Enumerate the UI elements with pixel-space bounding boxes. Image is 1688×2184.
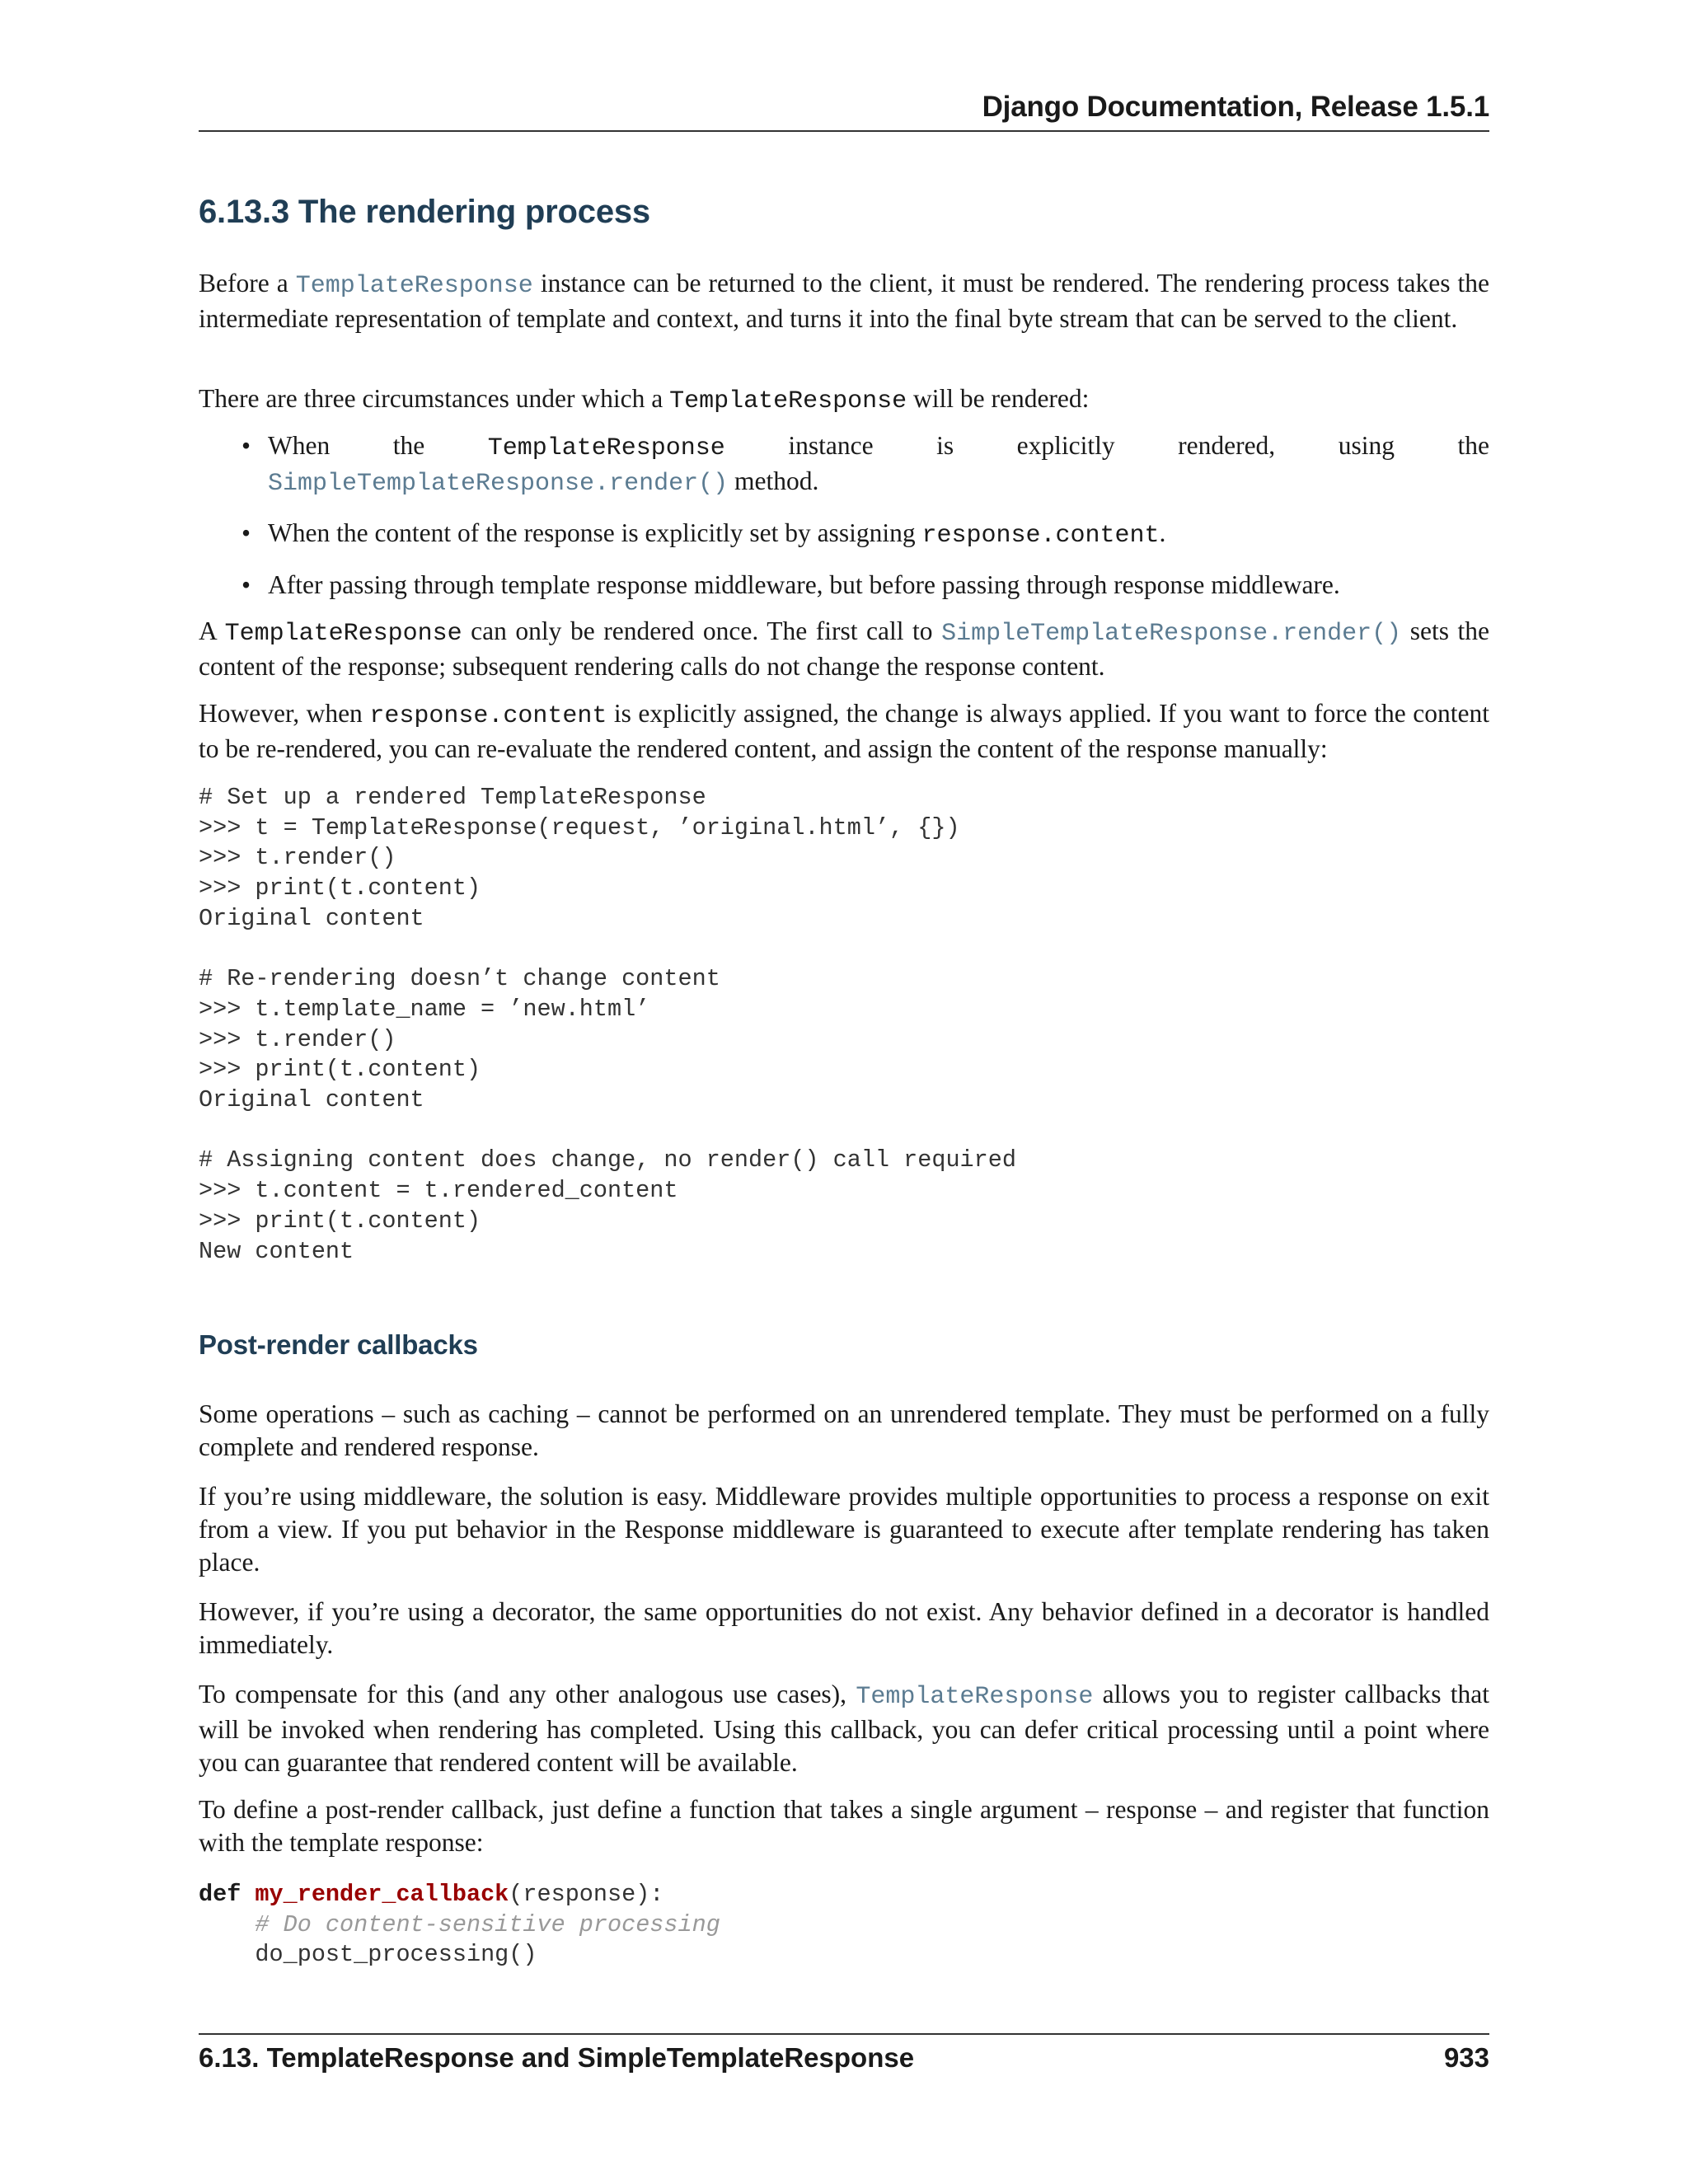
text-run: instance is explicitly rendered, using the bbox=[724, 431, 1489, 460]
list-item bbox=[199, 429, 1489, 500]
bullet-marker: • bbox=[241, 518, 251, 547]
text-run: can only be rendered once. The first call to bbox=[462, 616, 942, 645]
list-item-line bbox=[268, 465, 1489, 500]
link-templateresponse[interactable]: TemplateResponse bbox=[295, 272, 533, 300]
link-simpletemplateresponse-render[interactable]: SimpleTemplateResponse.render() bbox=[941, 620, 1402, 648]
paragraph-compensate bbox=[199, 1678, 1489, 1779]
text-run: After passing through template response middleware, but before passing through response middleware. bbox=[268, 570, 1340, 599]
paragraph-middleware: If you’re using middleware, the solution is easy. Middleware provides multiple opportunities to process a response on exit from a view. If you put behavior in the Response middleware is guaranteed to execute after template rendering has taken place. bbox=[199, 1482, 1489, 1577]
bullet-marker: • bbox=[241, 570, 251, 599]
bullet-marker: • bbox=[241, 431, 251, 460]
text-run: However, when bbox=[199, 699, 370, 728]
paragraph-operations: Some operations – such as caching – cannot be performed on an unrendered template. They must be performed on a fully complete and rendered response. bbox=[199, 1399, 1489, 1461]
footer-section-title: 6.13. TemplateResponse and SimpleTemplateResponse bbox=[199, 2042, 915, 2073]
circumstances-list bbox=[199, 429, 1489, 618]
text-run: A bbox=[199, 616, 225, 645]
footer-rule bbox=[199, 2033, 1489, 2035]
paragraph-circumstances bbox=[199, 382, 1489, 418]
page-number: 933 bbox=[1443, 2042, 1489, 2073]
paragraph-intro bbox=[199, 267, 1489, 335]
code-example-callback bbox=[199, 1880, 720, 1971]
text-run: will be rendered: bbox=[907, 384, 1090, 413]
inline-code: TemplateResponse bbox=[669, 387, 907, 415]
section-title: 6.13.3 The rendering process bbox=[199, 194, 650, 230]
link-templateresponse[interactable]: TemplateResponse bbox=[856, 1683, 1094, 1711]
paragraph-force-rerender bbox=[199, 697, 1489, 766]
list-item bbox=[199, 569, 1489, 602]
paragraph-decorator: However, if you’re using a decorator, the same opportunities do not exist. Any behavior defined in a decorator is handled immediately. bbox=[199, 1597, 1489, 1659]
code-signature: (response): bbox=[509, 1881, 664, 1908]
text-run: instance can be returned to the client, it must be rendered. The rendering process takes the intermediate representation of template and context, and turns it into the final byte stream that can be served to the client. bbox=[199, 269, 1489, 333]
list-item-line bbox=[268, 429, 1489, 465]
text-run: method. bbox=[728, 466, 819, 495]
inline-code: TemplateResponse bbox=[487, 434, 725, 462]
code-keyword: def bbox=[199, 1881, 241, 1908]
code-call: do_post_processing() bbox=[255, 1941, 537, 1969]
text-run: . bbox=[1159, 518, 1166, 547]
text-run: There are three circumstances under which a bbox=[199, 384, 670, 413]
text-run: is explicitly assigned, the change is always applied. If you want to force the content to be re-rendered, you can re-evaluate the rendered content, and assign the content of the response manually: bbox=[199, 699, 1489, 763]
text-run: Before a bbox=[199, 269, 296, 298]
paragraph-render-once bbox=[199, 615, 1489, 683]
list-item bbox=[199, 517, 1489, 552]
link-simpletemplateresponse-render[interactable]: SimpleTemplateResponse.render() bbox=[268, 470, 729, 498]
text-run: When the bbox=[268, 431, 488, 460]
code-example-rerender: # Set up a rendered TemplateResponse >>> t = TemplateResponse(request, ’original.html’, {}) >>> t.render() >>> print(t.content) Original content # Re-rendering doesn’t change content >>> t.template_name = ’new.html’ >>> t.render() >>> print(t.content) Original content # Assigning content does change, no render() call required >>> t.content = t.rendered_content >>> print(t.content) New content bbox=[199, 784, 1016, 1265]
text-run: When the content of the response is explicitly set by assigning bbox=[268, 518, 922, 547]
inline-code: response.content bbox=[921, 522, 1160, 550]
running-header: Django Documentation, Release 1.5.1 bbox=[982, 91, 1489, 123]
inline-code: response.content bbox=[369, 702, 607, 730]
text-run: To compensate for this (and any other analogous use cases), bbox=[199, 1680, 856, 1708]
text-run: sets the content of the response; subsequent rendering calls do not change the response content. bbox=[199, 616, 1490, 681]
inline-code: TemplateResponse bbox=[224, 620, 462, 648]
paragraph-define-callback: To define a post-render callback, just define a function that takes a single argument – response – and register that function with the template response: bbox=[199, 1795, 1489, 1857]
subsection-title: Post-render callbacks bbox=[199, 1329, 478, 1360]
code-comment: # Do content-sensitive processing bbox=[255, 1910, 720, 1938]
code-function-name: my_render_callback bbox=[255, 1881, 509, 1908]
text-run: allows you to register callbacks that will be invoked when rendering has completed. Using this callback, you can defer critical processing until a point where you can guarantee that rendered content will be available. bbox=[199, 1680, 1489, 1777]
header-rule bbox=[199, 130, 1489, 132]
